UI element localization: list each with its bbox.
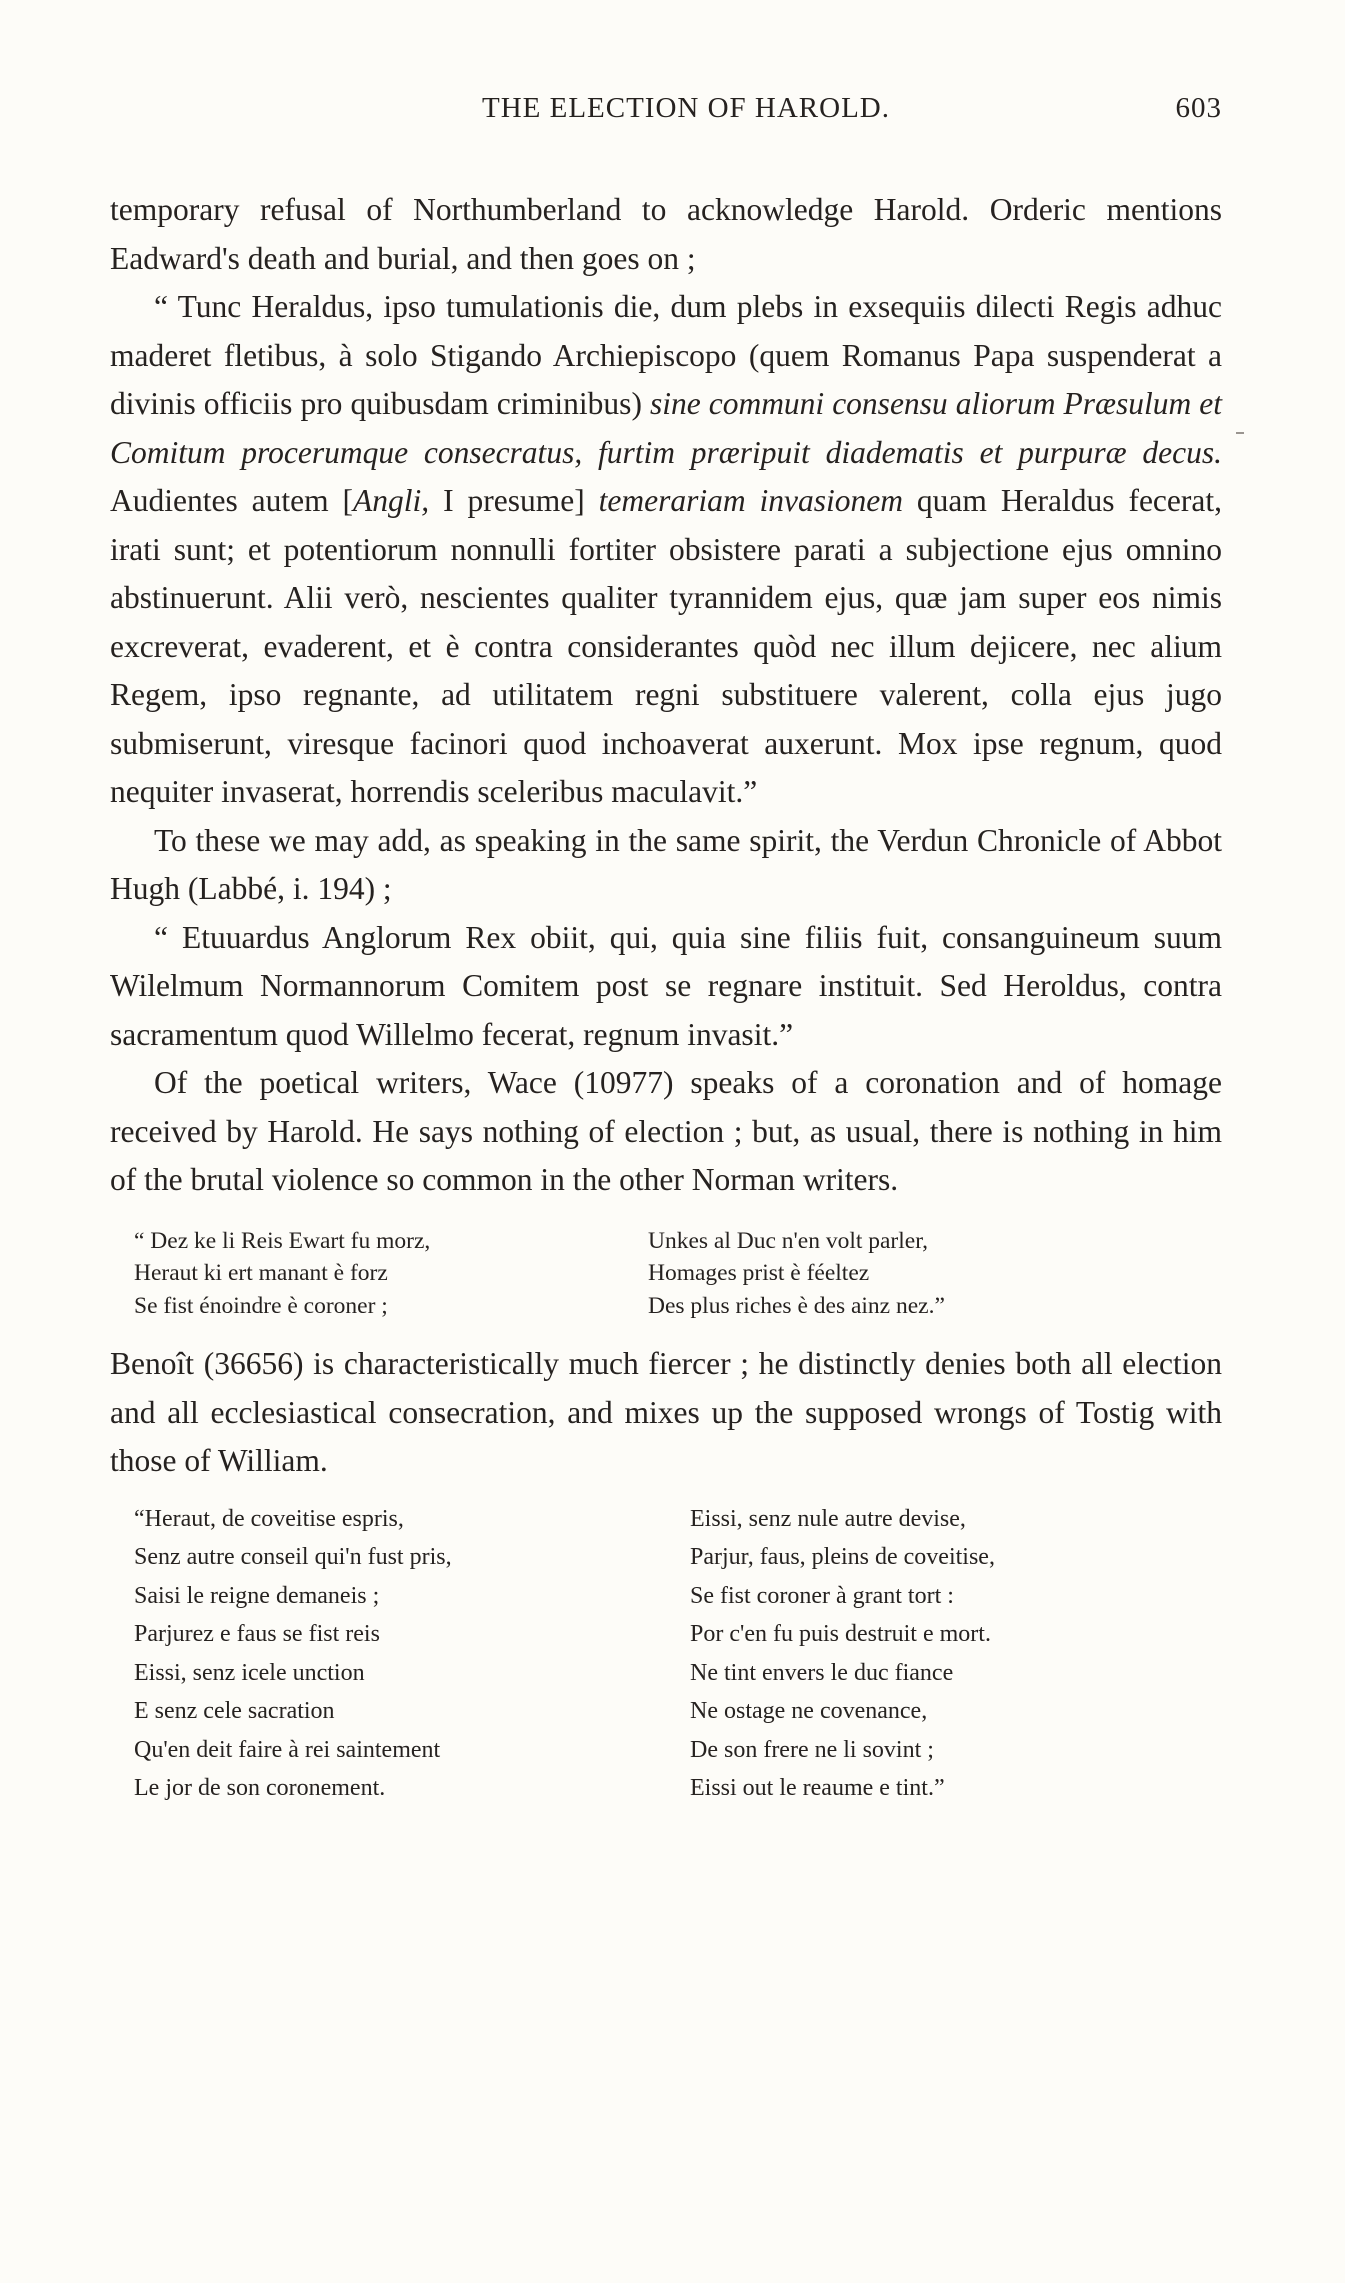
- verse-line: Por c'en fu puis destruit e mort.: [690, 1621, 991, 1647]
- verse-line: Eissi, senz icele unction: [134, 1659, 365, 1686]
- italic-text: temerariam invasionem: [598, 483, 903, 518]
- text-run: I presume]: [429, 483, 599, 518]
- verse-line: Se fist coroner à grant tort :: [690, 1582, 954, 1609]
- verse-line: Des plus riches è des ainz nez.”: [648, 1292, 945, 1319]
- paragraph: [110, 186, 1222, 283]
- verse-line: Unkes al Duc n'en volt parler,: [648, 1227, 928, 1254]
- text-run: Audientes autem [: [110, 483, 354, 518]
- paragraph: [110, 817, 1222, 914]
- paragraph: [110, 914, 1222, 1060]
- body-text: [110, 186, 1222, 1808]
- text-run: Of the poetical writers, Wace (10977) speaks of a coronation and of homage received by Harold. He says nothing of election ; but, as usual, there is nothing in him of the brutal violence so common in the other Norman writers.: [110, 1065, 1222, 1197]
- verse-line: Ne ostage ne covenance,: [690, 1698, 928, 1724]
- verse-line: Parjur, faus, pleins de coveitise,: [690, 1544, 995, 1570]
- margin-mark: [1236, 432, 1244, 434]
- text-run: “ Etuuardus Anglorum Rex obiit, qui, quia sine filiis fuit, consanguineum suum Wilelmum Normannorum Comitem post se regnare instituit. Sed Heroldus, contra sacramentum quod Willelmo fecerat, regnum invasit.”: [110, 919, 1222, 1052]
- verse-column-right: [648, 1225, 945, 1323]
- text-run: temporary refusal of Northumberland to acknowledge Harold. Orderic mentions Eadward's death and burial, and then goes on ;: [110, 192, 1222, 276]
- paragraph: [110, 283, 1222, 817]
- italic-text: sine communi consensu aliorum Præsulum et Comitum procerumque consecratus, furtim præripuit diadematis et purpuræ decus.: [110, 386, 1222, 470]
- verse-line: Se fist énoindre è coroner ;: [134, 1292, 388, 1319]
- page-number: 603: [1175, 92, 1222, 124]
- running-head-title: THE ELECTION OF HAROLD.: [481, 92, 890, 124]
- verse-line: Ne tint envers le duc fiance: [690, 1659, 954, 1686]
- verse-quotation-benoit: [110, 1500, 1222, 1808]
- paragraphs-top: [110, 186, 1222, 1205]
- running-head: [110, 92, 1222, 132]
- verse-line: Eissi, senz nule autre devise,: [690, 1505, 966, 1532]
- italic-text: Angli,: [353, 483, 430, 518]
- verse-line: Homages prist è féeltez: [648, 1260, 870, 1286]
- verse-line: Le jor de son coronement.: [134, 1775, 386, 1801]
- verse-line: De son frere ne li sovint ;: [690, 1736, 934, 1763]
- text-run: “ Tunc Heraldus, ipso tumulationis die, dum plebs in exsequiis dilecti Regis adhuc maderet fletibus, à solo Stigando Archiepiscopo (quem Romanus Papa suspenderat a divinis officiis pro quibusdam criminibus): [110, 289, 1222, 421]
- verse-quotation-wace: [110, 1225, 1222, 1323]
- text-run: quam Heraldus fecerat, irati sunt; et potentiorum nonnulli fortiter obsistere parati a subjectione ejus omnino abstinuerunt. Alii verò, nescientes qualiter tyrannidem ejus, quæ jam super eos nimis excreverat, evaderent, et è contra considerantes quòd nec illum dejicere, nec alium Regem, ipso regnante, ad utilitatem regni substituere valerent, colla ejus jugo submiserunt, viresque facinori quod inchoaverat auxerunt. Mox ipse regnum, quod nequiter invaserat, horrendis sceleribus maculavit.”: [110, 483, 1222, 809]
- paragraph-benoit: Benoît (36656) is characteristically much fiercer ; he distinctly denies both all election and all ecclesiastical consecration, and mixes up the supposed wrongs of Tostig with those of William.: [110, 1346, 1222, 1478]
- verse-column-left: [110, 1225, 648, 1323]
- verse-line: Senz autre conseil qui'n fust pris,: [134, 1544, 452, 1570]
- verse-line: Eissi out le reaume e tint.”: [690, 1775, 945, 1801]
- verse-column-right: [690, 1500, 995, 1808]
- verse-line: “ Dez ke li Reis Ewart fu morz,: [134, 1227, 431, 1254]
- verse-line: Heraut ki ert manant è forz: [134, 1260, 388, 1286]
- paragraph: [110, 1059, 1222, 1205]
- verse-line: Parjurez e faus se fist reis: [134, 1621, 380, 1647]
- verse-line: “Heraut, de coveitise espris,: [134, 1505, 404, 1532]
- verse-line: Saisi le reigne demaneis ;: [134, 1582, 380, 1609]
- verse-line: Qu'en deit faire à rei saintement: [134, 1736, 441, 1763]
- verse-column-left: [110, 1500, 690, 1808]
- text-run: To these we may add, as speaking in the same spirit, the Verdun Chronicle of Abbot Hugh (Labbé, i. 194) ;: [110, 822, 1222, 906]
- verse-line: E senz cele sacration: [134, 1698, 335, 1724]
